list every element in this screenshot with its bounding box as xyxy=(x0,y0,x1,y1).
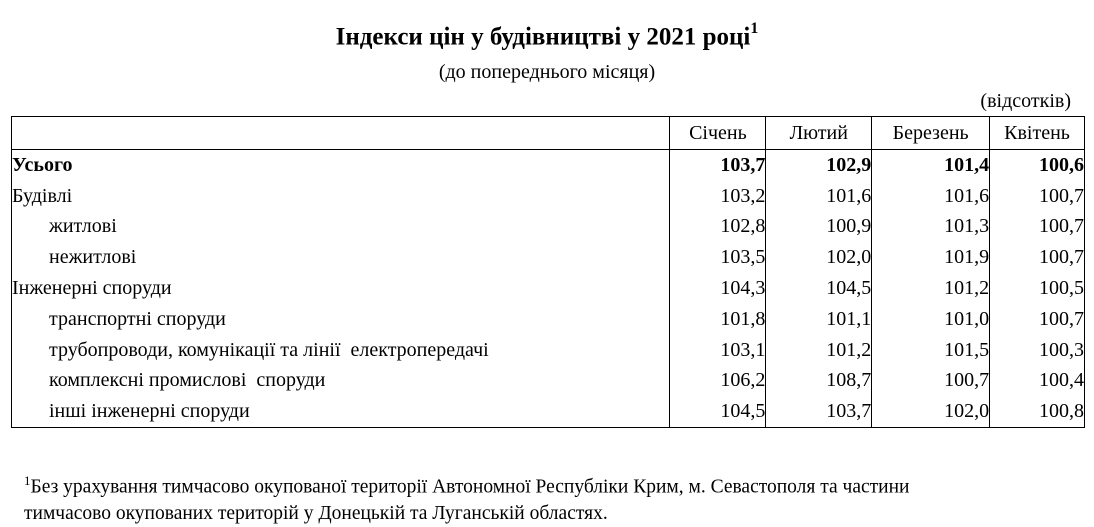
table-row xyxy=(12,396,1085,427)
row-label: Будівлі xyxy=(12,181,670,212)
page-title xyxy=(0,22,1094,51)
footnote xyxy=(24,468,1074,527)
table-row xyxy=(12,335,1085,366)
row-label: трубопроводи, комунікації та лінії електропередачі xyxy=(12,335,670,366)
header-february: Лютий xyxy=(766,117,872,150)
row-value: 100,4 xyxy=(990,366,1085,397)
row-value: 100,9 xyxy=(766,212,872,243)
row-value: 103,7 xyxy=(670,150,766,181)
header-blank xyxy=(12,117,670,150)
row-value: 101,5 xyxy=(872,335,990,366)
row-value: 102,8 xyxy=(670,212,766,243)
row-value: 101,2 xyxy=(766,335,872,366)
row-value: 106,2 xyxy=(670,366,766,397)
row-value: 103,1 xyxy=(670,335,766,366)
title-footnote-mark: 1 xyxy=(750,20,759,37)
row-value: 100,6 xyxy=(990,150,1085,181)
row-value: 102,0 xyxy=(872,396,990,427)
row-value: 101,6 xyxy=(872,181,990,212)
units-note: (відсотків) xyxy=(980,90,1071,112)
table-row xyxy=(12,273,1085,304)
row-value: 104,3 xyxy=(670,273,766,304)
footnote-text-1: Без урахування тимчасово окупованої території Автономної Республіки Крим, м. Севастополя та частини xyxy=(30,476,910,498)
row-value: 102,9 xyxy=(766,150,872,181)
row-value: 100,3 xyxy=(990,335,1085,366)
header-january: Січень xyxy=(670,117,766,150)
header-april: Квітень xyxy=(990,117,1085,150)
row-label: житлові xyxy=(12,212,670,243)
row-value: 101,8 xyxy=(670,304,766,335)
row-value: 100,5 xyxy=(990,273,1085,304)
footnote-line-1 xyxy=(24,468,1074,501)
table-row xyxy=(12,366,1085,397)
row-label: Усього xyxy=(12,150,670,181)
row-value: 101,9 xyxy=(872,242,990,273)
row-value: 103,5 xyxy=(670,242,766,273)
footnote-line-2: тимчасово окупованих територій у Донецькій та Луганській областях. xyxy=(24,502,608,524)
row-value: 100,7 xyxy=(990,242,1085,273)
row-label: інші інженерні споруди xyxy=(12,396,670,427)
table-row xyxy=(12,242,1085,273)
table-header-row xyxy=(12,117,1085,150)
row-value: 101,2 xyxy=(872,273,990,304)
table-row xyxy=(12,150,1085,181)
row-value: 101,1 xyxy=(766,304,872,335)
table-row xyxy=(12,212,1085,243)
row-value: 100,7 xyxy=(872,366,990,397)
header-march: Березень xyxy=(872,117,990,150)
row-value: 104,5 xyxy=(766,273,872,304)
row-value: 101,0 xyxy=(872,304,990,335)
price-index-table xyxy=(11,116,1085,428)
row-value: 101,4 xyxy=(872,150,990,181)
row-value: 103,7 xyxy=(766,396,872,427)
row-value: 103,2 xyxy=(670,181,766,212)
row-value: 104,5 xyxy=(670,396,766,427)
row-value: 108,7 xyxy=(766,366,872,397)
table-row xyxy=(12,181,1085,212)
row-value: 100,7 xyxy=(990,212,1085,243)
row-value: 100,7 xyxy=(990,304,1085,335)
row-label: комплексні промислові споруди xyxy=(12,366,670,397)
row-value: 101,6 xyxy=(766,181,872,212)
row-value: 102,0 xyxy=(766,242,872,273)
row-value: 100,7 xyxy=(990,181,1085,212)
row-label: нежитлові xyxy=(12,242,670,273)
row-label: транспортні споруди xyxy=(12,304,670,335)
table-row xyxy=(12,304,1085,335)
row-value: 101,3 xyxy=(872,212,990,243)
footnote-mark: 1 xyxy=(24,473,31,488)
row-label: Інженерні споруди xyxy=(12,273,670,304)
row-value: 100,8 xyxy=(990,396,1085,427)
title-text: Індекси цін у будівництві у 2021 році xyxy=(335,23,751,51)
page-subtitle: (до попереднього місяця) xyxy=(438,61,656,83)
